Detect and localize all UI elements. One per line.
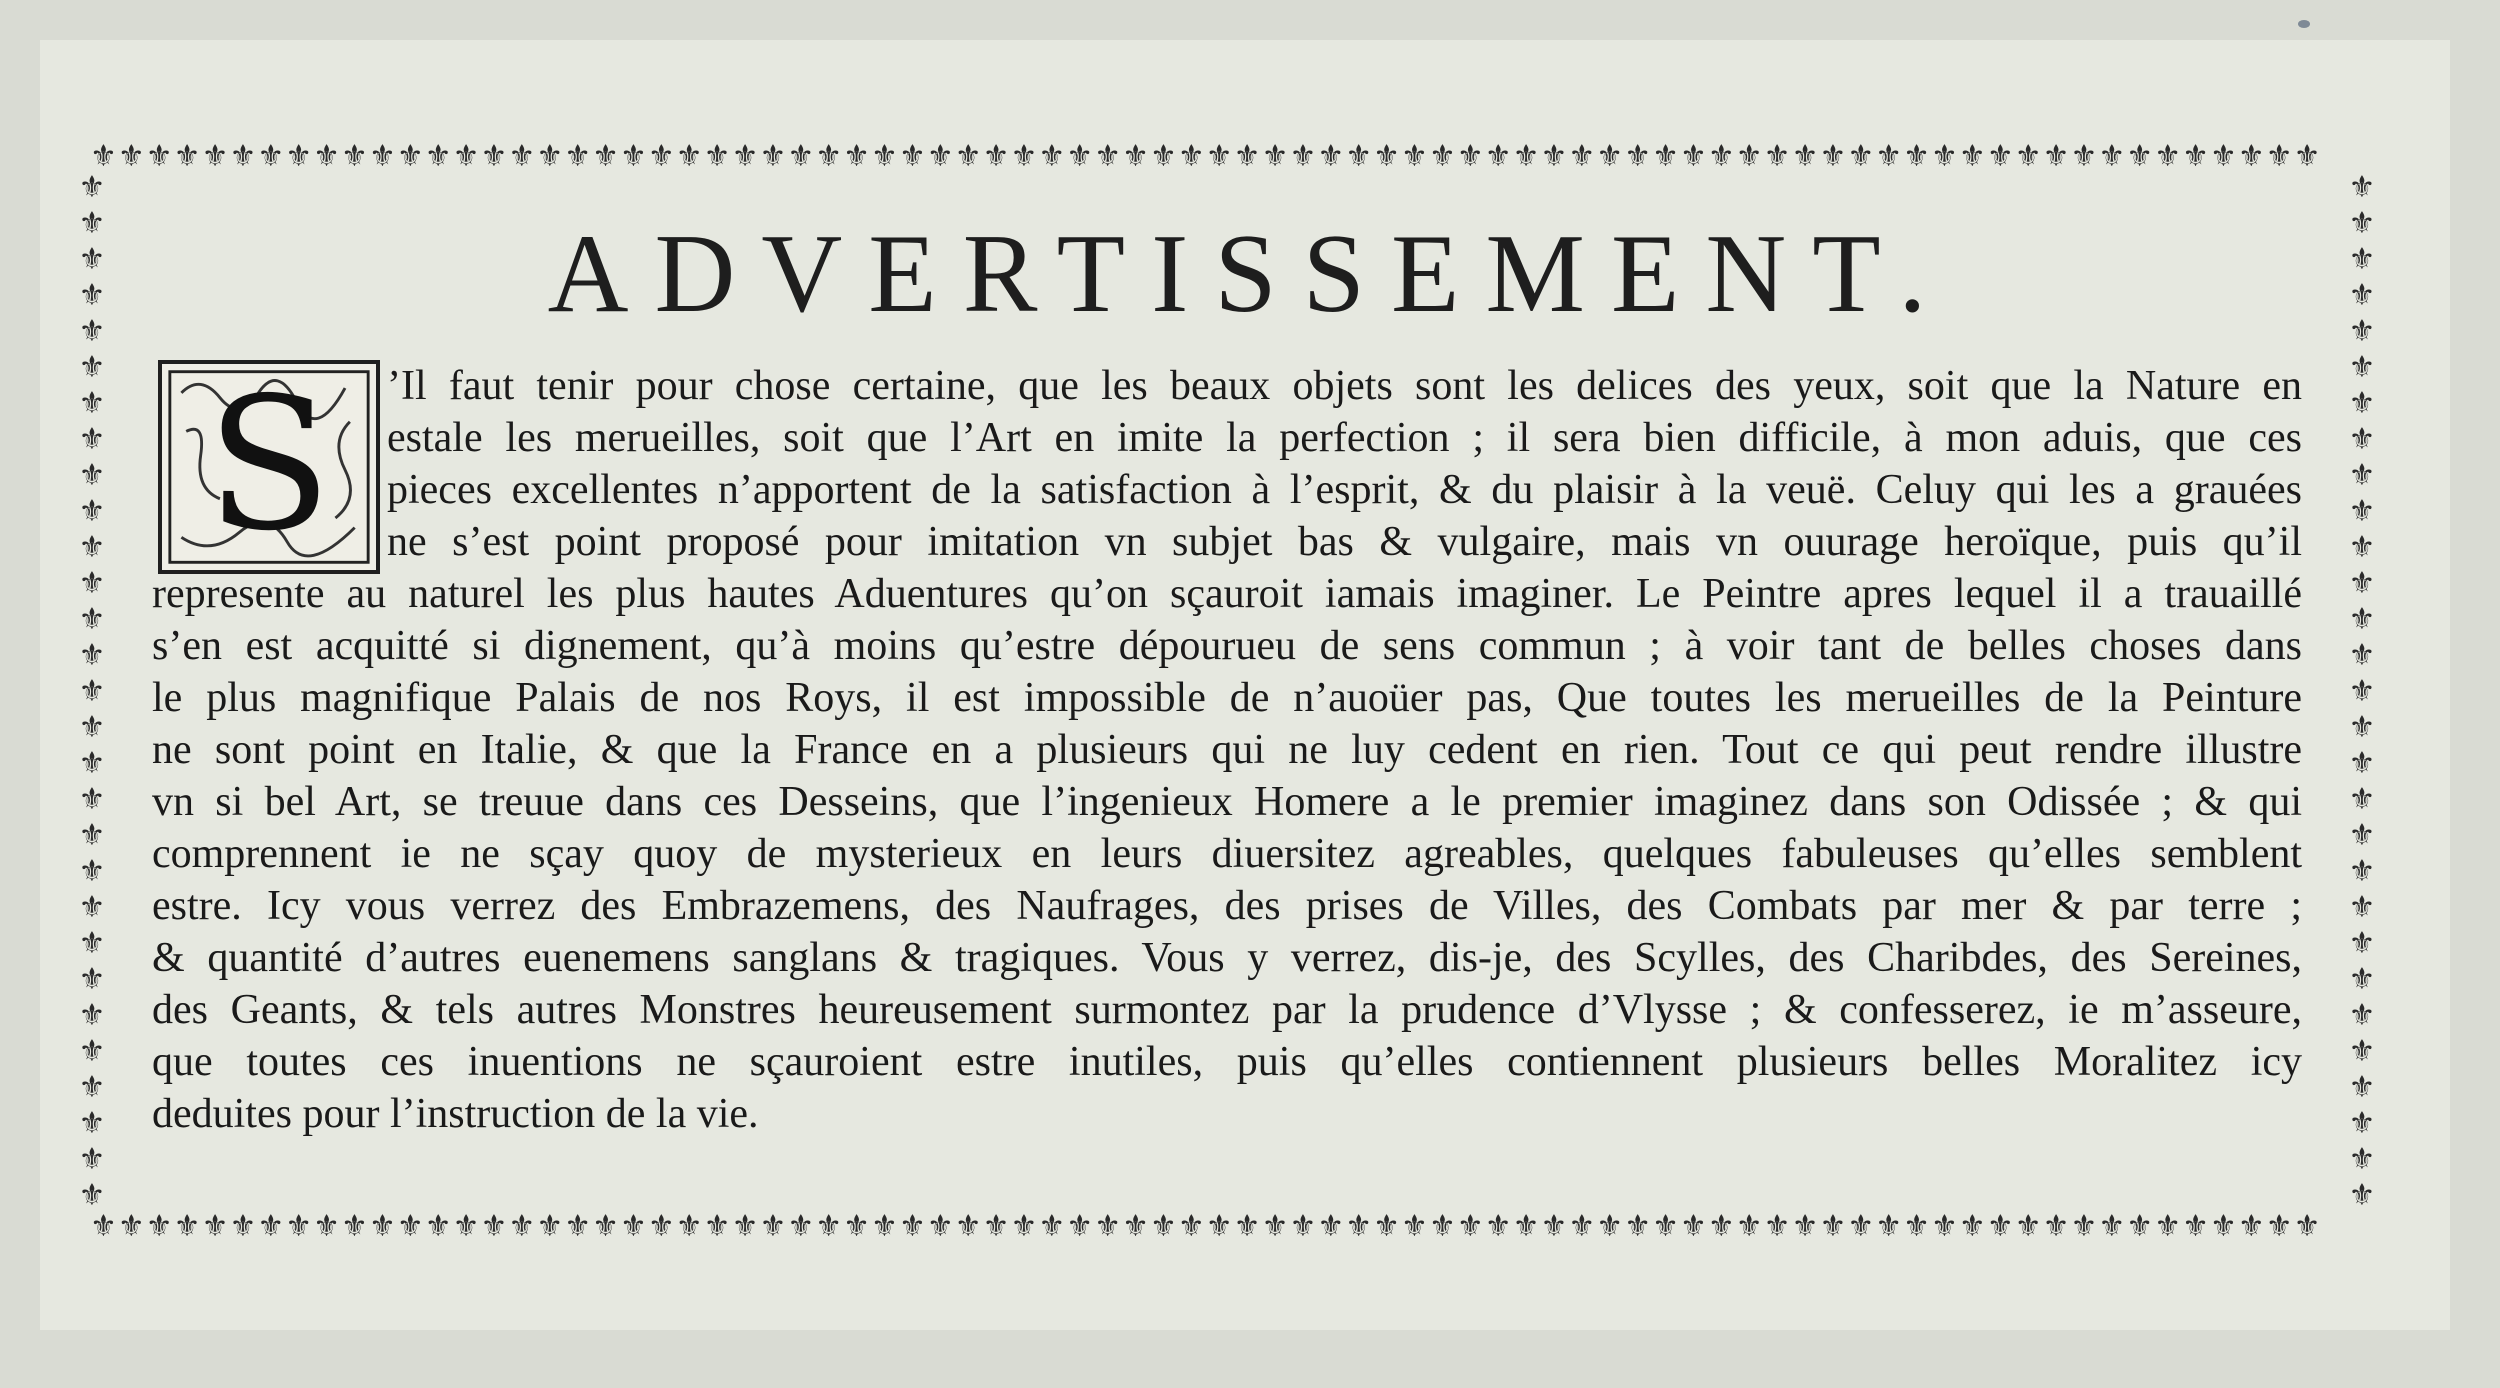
ornamental-border-right: ⚜⚜⚜⚜⚜⚜⚜⚜⚜⚜⚜⚜⚜⚜⚜⚜⚜⚜⚜⚜⚜⚜⚜⚜⚜⚜⚜⚜⚜ [2348,170,2376,1210]
ornamental-border-top: ⚜⚜⚜⚜⚜⚜⚜⚜⚜⚜⚜⚜⚜⚜⚜⚜⚜⚜⚜⚜⚜⚜⚜⚜⚜⚜⚜⚜⚜⚜⚜⚜⚜⚜⚜⚜⚜⚜⚜⚜⚜⚜⚜⚜⚜⚜⚜⚜⚜⚜⚜⚜⚜⚜⚜⚜⚜⚜⚜⚜⚜⚜⚜⚜⚜⚜⚜⚜⚜⚜⚜⚜⚜⚜⚜⚜⚜⚜⚜⚜ [90,139,2322,174]
text-line: deduites pour l’instruction de la vie. [152,1091,759,1137]
text-line: le plus magnifique Palais de nos Roys, il est impossible de n’auoüer pas, Que toutes les merueilles de la Peinture [152,675,2302,721]
text-line: que toutes ces inuentions ne sçauroient estre inutiles, puis qu’elles contiennent plusieurs belles Moralitez icy [152,1039,2302,1085]
text-line: pieces excellentes n’apportent de la satisfaction à l’esprit, & du plaisir à la veuë. Celuy qui les a grauées [387,467,2302,513]
decorated-initial [158,360,380,574]
text-line: vn si bel Art, se treuue dans ces Desseins, que l’ingenieux Homere a le premier imaginez dans son Odissée ; & qui [152,779,2302,825]
text-line: & quantité d’autres euenemens sanglans & tragiques. Vous y verrez, dis-je, des Scylles, des Charibdes, des Sereines, [152,935,2302,981]
text-line: des Geants, & tels autres Monstres heureusement surmontez par la prudence d’Vlysse ; & confesserez, ie m’asseure, [152,987,2302,1033]
text-line: ne s’est point proposé pour imitation vn subjet bas & vulgaire, mais vn ouurage heroïque, puis qu’il [387,519,2302,565]
text-line: estre. Icy vous verrez des Embrazemens, des Naufrages, des prises de Villes, des Combats par mer & par terre ; [152,883,2302,929]
ornamental-border-left: ⚜⚜⚜⚜⚜⚜⚜⚜⚜⚜⚜⚜⚜⚜⚜⚜⚜⚜⚜⚜⚜⚜⚜⚜⚜⚜⚜⚜⚜ [78,170,106,1210]
decorated-initial-art [162,364,376,570]
document-title: ADVERTISSEMENT. [547,212,1953,336]
ornamental-border-bottom: ⚜⚜⚜⚜⚜⚜⚜⚜⚜⚜⚜⚜⚜⚜⚜⚜⚜⚜⚜⚜⚜⚜⚜⚜⚜⚜⚜⚜⚜⚜⚜⚜⚜⚜⚜⚜⚜⚜⚜⚜⚜⚜⚜⚜⚜⚜⚜⚜⚜⚜⚜⚜⚜⚜⚜⚜⚜⚜⚜⚜⚜⚜⚜⚜⚜⚜⚜⚜⚜⚜⚜⚜⚜⚜⚜⚜⚜⚜⚜⚜ [90,1209,2322,1244]
text-line: s’en est acquitté si dignement, qu’à moins qu’estre dépourueu de sens commun ; à voir tant de belles choses dans [152,623,2302,669]
text-line: comprennent ie ne sçay quoy de mysterieux en leurs diuersitez agreables, quelques fabuleuses qu’elles semblent [152,831,2302,877]
paper-stain [2298,20,2310,28]
decorated-initial-letter: S [206,364,332,570]
text-line: represente au naturel les plus hautes Aduentures qu’on sçauroit iamais imaginer. Le Peintre apres lequel il a trauaillé [152,571,2302,617]
text-line: ’Il faut tenir pour chose certaine, que les beaux objets sont les delices des yeux, soit que la Nature en [387,363,2302,409]
text-line: ne sont point en Italie, & que la France en a plusieurs qui ne luy cedent en rien. Tout ce qui peut rendre illustre [152,727,2302,773]
text-line: estale les merueilles, soit que l’Art en imite la perfection ; il sera bien difficile, à mon aduis, que ces [387,415,2302,461]
